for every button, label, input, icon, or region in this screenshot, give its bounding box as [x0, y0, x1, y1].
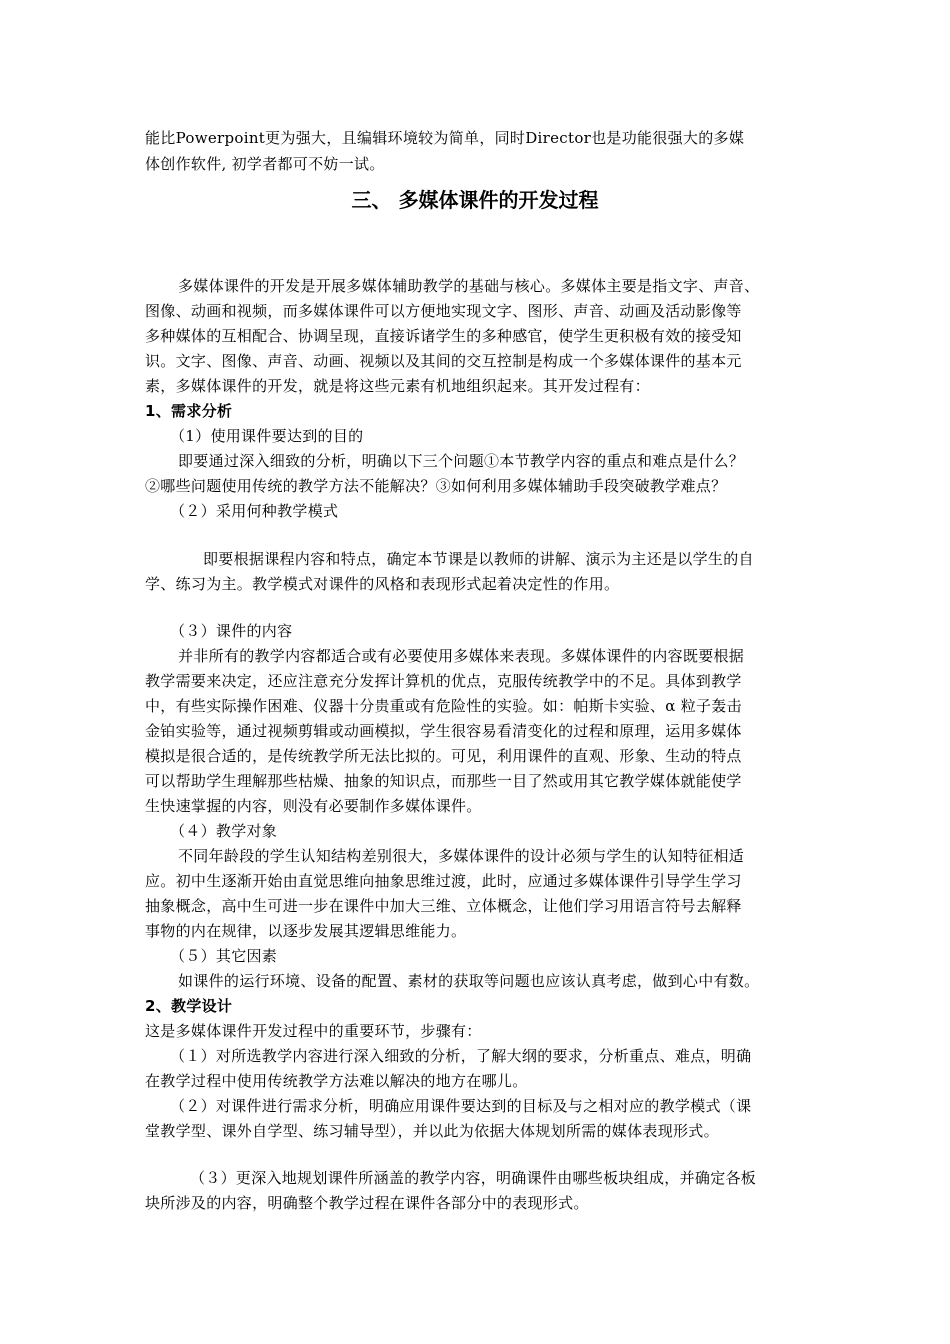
paragraph-line: 中，有些实际操作困难、仪器十分贵重或有危险性的实验。如：帕斯卡实验、α 粒子轰击 — [145, 697, 742, 715]
intro-line: 体创作软件, 初学者都可不妨一试。 — [145, 155, 385, 173]
paragraph-line: 抽象概念，高中生可进一步在课件中加大三维、立体概念，让他们学习用语言符号去解释 — [145, 897, 742, 915]
intro-line: 能比Powerpoint更为强大，且编辑环境较为简单，同时Director也是功能很强大的多媒 — [145, 129, 745, 147]
paragraph-line: ②哪些问题使用传统的教学方法不能解决？③如何利用多媒体辅助手段突破教学难点？ — [145, 477, 727, 495]
paragraph-line: 识。文字、图像、声音、动画、视频以及其间的交互控制是构成一个多媒体课件的基本元 — [145, 352, 742, 370]
subsection-title: （３）课件的内容 — [170, 622, 293, 640]
paragraph-line: 不同年龄段的学生认知结构差别很大，多媒体课件的设计必须与学生的认知特征相适 — [178, 847, 745, 865]
paragraph-line: 并非所有的教学内容都适合或有必要使用多媒体来表现。多媒体课件的内容既要根据 — [178, 647, 745, 665]
section-heading-needs-analysis: 1、需求分析 — [145, 402, 233, 420]
paragraph-line: 多媒体课件的开发是开展多媒体辅助教学的基础与核心。多媒体主要是指文字、声音、 — [178, 277, 760, 295]
subsection-title: （1）使用课件要达到的目的 — [170, 427, 364, 445]
paragraph-line: （２）对课件进行需求分析，明确应用课件要达到的目标及与之相对应的教学模式（课 — [170, 1097, 752, 1115]
paragraph-line: 生快速掌握的内容，则没有必要制作多媒体课件。 — [145, 797, 482, 815]
paragraph-line: 堂教学型、课外自学型、练习辅导型），并以此为依据大体规划所需的媒体表现形式。 — [145, 1122, 719, 1140]
paragraph-line: 即要通过深入细致的分析，明确以下三个问题①本节教学内容的重点和难点是什么？ — [178, 452, 745, 470]
paragraph-line: 金铂实验等，通过视频剪辑或动画模拟，学生很容易看清变化的过程和原理，运用多媒体 — [145, 722, 742, 740]
paragraph-line: 在教学过程中使用传统教学方法难以解决的地方在哪儿。 — [145, 1072, 528, 1090]
paragraph-line: 教学需要来决定，还应注意充分发挥计算机的优点，克服传统教学中的不足。具体到教学 — [145, 672, 742, 690]
subsection-title: （４）教学对象 — [170, 822, 278, 840]
paragraph-line: 图像、动画和视频，而多媒体课件可以方便地实现文字、图形、声音、动画及活动影像等 — [145, 302, 742, 320]
section-heading-instructional-design: 2、教学设计 — [145, 997, 233, 1015]
paragraph-line: 多种媒体的互相配合、协调呈现，直接诉诸学生的多种感官，使学生更积极有效的接受知 — [145, 327, 742, 345]
paragraph-line: 学、练习为主。教学模式对课件的风格和表现形式起着决定性的作用。 — [145, 575, 620, 593]
paragraph-line: 这是多媒体课件开发过程中的重要环节，步骤有： — [145, 1022, 482, 1040]
paragraph-line: 块所涉及的内容，明确整个教学过程在课件各部分中的表现形式。 — [145, 1194, 589, 1212]
paragraph-line: 可以帮助学生理解那些枯燥、抽象的知识点，而那些一目了然或用其它教学媒体就能使学 — [145, 772, 742, 790]
subsection-title: （５）其它因素 — [170, 947, 278, 965]
paragraph-line: 素，多媒体课件的开发，就是将这些元素有机地组织起来。其开发过程有： — [145, 377, 650, 395]
paragraph-line: 事物的内在规律，以逐步发展其逻辑思维能力。 — [145, 922, 467, 940]
paragraph-line: 如课件的运行环境、设备的配置、素材的获取等问题也应该认真考虑，做到心中有数。 — [178, 972, 760, 990]
paragraph-line: （１）对所选教学内容进行深入细致的分析，了解大纲的要求，分析重点、难点，明确 — [170, 1047, 752, 1065]
paragraph-line: （３）更深入地规划课件所涵盖的教学内容，明确课件由哪些板块组成，并确定各板 — [190, 1169, 757, 1187]
paragraph-line: 即要根据课程内容和特点，确定本节课是以教师的讲解、演示为主还是以学生的自 — [203, 550, 754, 568]
section-title: 三、 多媒体课件的开发过程 — [351, 188, 599, 212]
paragraph-line: 模拟是很合适的，是传统教学所无法比拟的。可见，利用课件的直观、形象、生动的特点 — [145, 747, 742, 765]
subsection-title: （２）采用何种教学模式 — [170, 502, 339, 520]
paragraph-line: 应。初中生逐渐开始由直觉思维向抽象思维过渡，此时，应通过多媒体课件引导学生学习 — [145, 872, 742, 890]
